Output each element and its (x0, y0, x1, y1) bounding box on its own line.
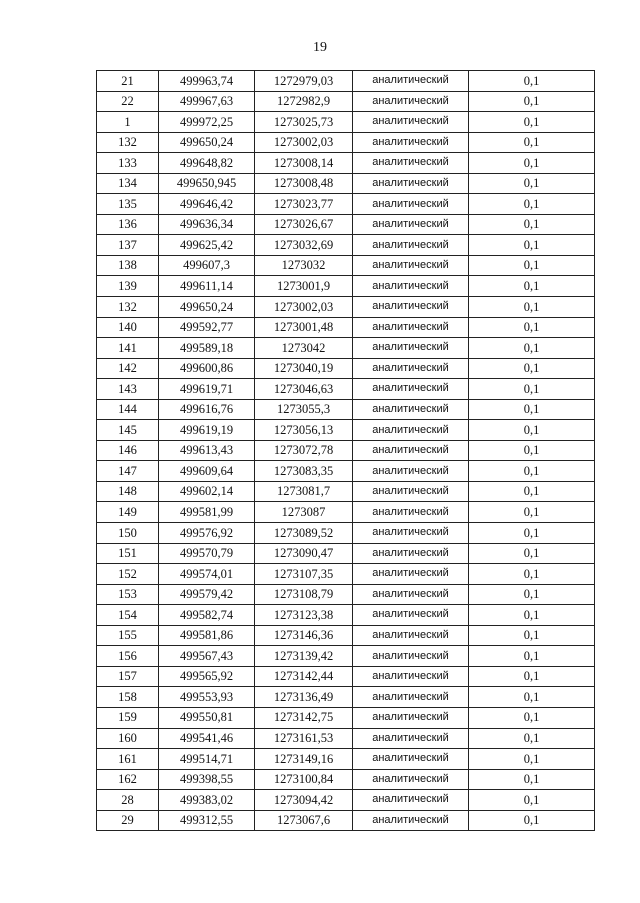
accuracy-cell: 0,1 (469, 707, 595, 728)
point-number-cell: 161 (97, 749, 159, 770)
y-coordinate-cell: 1273083,35 (255, 461, 353, 482)
table-row (97, 543, 595, 564)
accuracy-cell: 0,1 (469, 605, 595, 626)
x-coordinate-cell: 499625,42 (159, 235, 255, 256)
table-row (97, 584, 595, 605)
method-cell: аналитический (353, 543, 469, 564)
x-coordinate-cell: 499648,82 (159, 153, 255, 174)
point-number-cell: 140 (97, 317, 159, 338)
table-row (97, 255, 595, 276)
y-coordinate-cell: 1273161,53 (255, 728, 353, 749)
table-row (97, 646, 595, 667)
method-cell: аналитический (353, 338, 469, 359)
table-row (97, 112, 595, 133)
table-row (97, 749, 595, 770)
point-number-cell: 136 (97, 214, 159, 235)
point-number-cell: 142 (97, 358, 159, 379)
y-coordinate-cell: 1273032,69 (255, 235, 353, 256)
x-coordinate-cell: 499565,92 (159, 666, 255, 687)
x-coordinate-cell: 499581,86 (159, 625, 255, 646)
table-row (97, 338, 595, 359)
point-number-cell: 151 (97, 543, 159, 564)
point-number-cell: 29 (97, 810, 159, 831)
y-coordinate-cell: 1273067,6 (255, 810, 353, 831)
method-cell: аналитический (353, 666, 469, 687)
y-coordinate-cell: 1273008,48 (255, 173, 353, 194)
method-cell: аналитический (353, 707, 469, 728)
accuracy-cell: 0,1 (469, 153, 595, 174)
method-cell: аналитический (353, 420, 469, 441)
point-number-cell: 144 (97, 399, 159, 420)
table-row (97, 523, 595, 544)
table-row (97, 461, 595, 482)
accuracy-cell: 0,1 (469, 173, 595, 194)
y-coordinate-cell: 1273025,73 (255, 112, 353, 133)
table-row (97, 153, 595, 174)
accuracy-cell: 0,1 (469, 132, 595, 153)
method-cell: аналитический (353, 440, 469, 461)
x-coordinate-cell: 499514,71 (159, 749, 255, 770)
table-row (97, 276, 595, 297)
y-coordinate-cell: 1273142,44 (255, 666, 353, 687)
accuracy-cell: 0,1 (469, 214, 595, 235)
method-cell: аналитический (353, 153, 469, 174)
coordinates-table-body (97, 71, 595, 831)
x-coordinate-cell: 499607,3 (159, 255, 255, 276)
method-cell: аналитический (353, 523, 469, 544)
method-cell: аналитический (353, 687, 469, 708)
x-coordinate-cell: 499602,14 (159, 481, 255, 502)
point-number-cell: 158 (97, 687, 159, 708)
method-cell: аналитический (353, 132, 469, 153)
point-number-cell: 159 (97, 707, 159, 728)
table-row (97, 790, 595, 811)
table-row (97, 728, 595, 749)
y-coordinate-cell: 1273108,79 (255, 584, 353, 605)
y-coordinate-cell: 1273149,16 (255, 749, 353, 770)
table-row (97, 358, 595, 379)
point-number-cell: 132 (97, 132, 159, 153)
x-coordinate-cell: 499579,42 (159, 584, 255, 605)
table-row (97, 297, 595, 318)
y-coordinate-cell: 1273136,49 (255, 687, 353, 708)
method-cell: аналитический (353, 481, 469, 502)
method-cell: аналитический (353, 564, 469, 585)
accuracy-cell: 0,1 (469, 523, 595, 544)
method-cell: аналитический (353, 769, 469, 790)
point-number-cell: 28 (97, 790, 159, 811)
table-row (97, 399, 595, 420)
y-coordinate-cell: 1273042 (255, 338, 353, 359)
method-cell: аналитический (353, 71, 469, 92)
x-coordinate-cell: 499616,76 (159, 399, 255, 420)
point-number-cell: 147 (97, 461, 159, 482)
point-number-cell: 156 (97, 646, 159, 667)
accuracy-cell: 0,1 (469, 71, 595, 92)
accuracy-cell: 0,1 (469, 379, 595, 400)
y-coordinate-cell: 1273123,38 (255, 605, 353, 626)
method-cell: аналитический (353, 646, 469, 667)
table-row (97, 71, 595, 92)
point-number-cell: 150 (97, 523, 159, 544)
x-coordinate-cell: 499636,34 (159, 214, 255, 235)
point-number-cell: 22 (97, 91, 159, 112)
method-cell: аналитический (353, 297, 469, 318)
method-cell: аналитический (353, 276, 469, 297)
method-cell: аналитический (353, 605, 469, 626)
method-cell: аналитический (353, 358, 469, 379)
accuracy-cell: 0,1 (469, 769, 595, 790)
table-row (97, 769, 595, 790)
x-coordinate-cell: 499611,14 (159, 276, 255, 297)
y-coordinate-cell: 1273002,03 (255, 132, 353, 153)
method-cell: аналитический (353, 728, 469, 749)
accuracy-cell: 0,1 (469, 749, 595, 770)
point-number-cell: 133 (97, 153, 159, 174)
table-row (97, 666, 595, 687)
table-row (97, 173, 595, 194)
x-coordinate-cell: 499600,86 (159, 358, 255, 379)
x-coordinate-cell: 499574,01 (159, 564, 255, 585)
accuracy-cell: 0,1 (469, 235, 595, 256)
point-number-cell: 134 (97, 173, 159, 194)
method-cell: аналитический (353, 502, 469, 523)
x-coordinate-cell: 499550,81 (159, 707, 255, 728)
y-coordinate-cell: 1273142,75 (255, 707, 353, 728)
y-coordinate-cell: 1273087 (255, 502, 353, 523)
x-coordinate-cell: 499650,945 (159, 173, 255, 194)
y-coordinate-cell: 1273089,52 (255, 523, 353, 544)
method-cell: аналитический (353, 173, 469, 194)
x-coordinate-cell: 499589,18 (159, 338, 255, 359)
accuracy-cell: 0,1 (469, 728, 595, 749)
table-row (97, 605, 595, 626)
accuracy-cell: 0,1 (469, 358, 595, 379)
accuracy-cell: 0,1 (469, 194, 595, 215)
x-coordinate-cell: 499619,71 (159, 379, 255, 400)
x-coordinate-cell: 499383,02 (159, 790, 255, 811)
y-coordinate-cell: 1273026,67 (255, 214, 353, 235)
method-cell: аналитический (353, 112, 469, 133)
point-number-cell: 155 (97, 625, 159, 646)
x-coordinate-cell: 499613,43 (159, 440, 255, 461)
method-cell: аналитический (353, 214, 469, 235)
method-cell: аналитический (353, 399, 469, 420)
y-coordinate-cell: 1273094,42 (255, 790, 353, 811)
table-row (97, 707, 595, 728)
x-coordinate-cell: 499312,55 (159, 810, 255, 831)
point-number-cell: 157 (97, 666, 159, 687)
point-number-cell: 160 (97, 728, 159, 749)
accuracy-cell: 0,1 (469, 646, 595, 667)
table-row (97, 194, 595, 215)
table-row (97, 235, 595, 256)
y-coordinate-cell: 1273107,35 (255, 564, 353, 585)
table-row (97, 420, 595, 441)
y-coordinate-cell: 1273090,47 (255, 543, 353, 564)
accuracy-cell: 0,1 (469, 255, 595, 276)
accuracy-cell: 0,1 (469, 502, 595, 523)
accuracy-cell: 0,1 (469, 338, 595, 359)
x-coordinate-cell: 499972,25 (159, 112, 255, 133)
x-coordinate-cell: 499650,24 (159, 297, 255, 318)
accuracy-cell: 0,1 (469, 420, 595, 441)
point-number-cell: 21 (97, 71, 159, 92)
accuracy-cell: 0,1 (469, 91, 595, 112)
accuracy-cell: 0,1 (469, 687, 595, 708)
method-cell: аналитический (353, 255, 469, 276)
point-number-cell: 145 (97, 420, 159, 441)
y-coordinate-cell: 1273032 (255, 255, 353, 276)
y-coordinate-cell: 1273081,7 (255, 481, 353, 502)
y-coordinate-cell: 1273146,36 (255, 625, 353, 646)
point-number-cell: 141 (97, 338, 159, 359)
x-coordinate-cell: 499398,55 (159, 769, 255, 790)
x-coordinate-cell: 499967,63 (159, 91, 255, 112)
y-coordinate-cell: 1273055,3 (255, 399, 353, 420)
table-row (97, 317, 595, 338)
accuracy-cell: 0,1 (469, 584, 595, 605)
accuracy-cell: 0,1 (469, 276, 595, 297)
table-row (97, 687, 595, 708)
accuracy-cell: 0,1 (469, 564, 595, 585)
x-coordinate-cell: 499582,74 (159, 605, 255, 626)
y-coordinate-cell: 1273072,78 (255, 440, 353, 461)
table-row (97, 810, 595, 831)
x-coordinate-cell: 499541,46 (159, 728, 255, 749)
x-coordinate-cell: 499581,99 (159, 502, 255, 523)
y-coordinate-cell: 1272982,9 (255, 91, 353, 112)
point-number-cell: 132 (97, 297, 159, 318)
x-coordinate-cell: 499619,19 (159, 420, 255, 441)
point-number-cell: 139 (97, 276, 159, 297)
accuracy-cell: 0,1 (469, 297, 595, 318)
method-cell: аналитический (353, 461, 469, 482)
y-coordinate-cell: 1273139,42 (255, 646, 353, 667)
x-coordinate-cell: 499576,92 (159, 523, 255, 544)
table-row (97, 564, 595, 585)
y-coordinate-cell: 1273040,19 (255, 358, 353, 379)
point-number-cell: 148 (97, 481, 159, 502)
accuracy-cell: 0,1 (469, 543, 595, 564)
method-cell: аналитический (353, 790, 469, 811)
point-number-cell: 1 (97, 112, 159, 133)
accuracy-cell: 0,1 (469, 112, 595, 133)
point-number-cell: 149 (97, 502, 159, 523)
coordinates-table (96, 70, 595, 831)
accuracy-cell: 0,1 (469, 481, 595, 502)
method-cell: аналитический (353, 810, 469, 831)
x-coordinate-cell: 499592,77 (159, 317, 255, 338)
accuracy-cell: 0,1 (469, 440, 595, 461)
page-number: 19 (313, 40, 327, 55)
point-number-cell: 137 (97, 235, 159, 256)
x-coordinate-cell: 499609,64 (159, 461, 255, 482)
x-coordinate-cell: 499646,42 (159, 194, 255, 215)
accuracy-cell: 0,1 (469, 666, 595, 687)
accuracy-cell: 0,1 (469, 317, 595, 338)
point-number-cell: 152 (97, 564, 159, 585)
accuracy-cell: 0,1 (469, 625, 595, 646)
point-number-cell: 146 (97, 440, 159, 461)
method-cell: аналитический (353, 584, 469, 605)
table-row (97, 91, 595, 112)
x-coordinate-cell: 499570,79 (159, 543, 255, 564)
point-number-cell: 162 (97, 769, 159, 790)
y-coordinate-cell: 1273046,63 (255, 379, 353, 400)
method-cell: аналитический (353, 625, 469, 646)
method-cell: аналитический (353, 379, 469, 400)
table-row (97, 214, 595, 235)
method-cell: аналитический (353, 317, 469, 338)
accuracy-cell: 0,1 (469, 810, 595, 831)
y-coordinate-cell: 1273023,77 (255, 194, 353, 215)
x-coordinate-cell: 499553,93 (159, 687, 255, 708)
x-coordinate-cell: 499567,43 (159, 646, 255, 667)
table-row (97, 379, 595, 400)
point-number-cell: 135 (97, 194, 159, 215)
table-row (97, 481, 595, 502)
point-number-cell: 143 (97, 379, 159, 400)
method-cell: аналитический (353, 194, 469, 215)
point-number-cell: 138 (97, 255, 159, 276)
y-coordinate-cell: 1273001,9 (255, 276, 353, 297)
method-cell: аналитический (353, 91, 469, 112)
y-coordinate-cell: 1273056,13 (255, 420, 353, 441)
y-coordinate-cell: 1273001,48 (255, 317, 353, 338)
method-cell: аналитический (353, 235, 469, 256)
x-coordinate-cell: 499963,74 (159, 71, 255, 92)
table-row (97, 440, 595, 461)
x-coordinate-cell: 499650,24 (159, 132, 255, 153)
method-cell: аналитический (353, 749, 469, 770)
accuracy-cell: 0,1 (469, 399, 595, 420)
accuracy-cell: 0,1 (469, 461, 595, 482)
y-coordinate-cell: 1273002,03 (255, 297, 353, 318)
y-coordinate-cell: 1273008,14 (255, 153, 353, 174)
point-number-cell: 153 (97, 584, 159, 605)
table-row (97, 625, 595, 646)
table-row (97, 132, 595, 153)
y-coordinate-cell: 1272979,03 (255, 71, 353, 92)
y-coordinate-cell: 1273100,84 (255, 769, 353, 790)
point-number-cell: 154 (97, 605, 159, 626)
accuracy-cell: 0,1 (469, 790, 595, 811)
table-row (97, 502, 595, 523)
